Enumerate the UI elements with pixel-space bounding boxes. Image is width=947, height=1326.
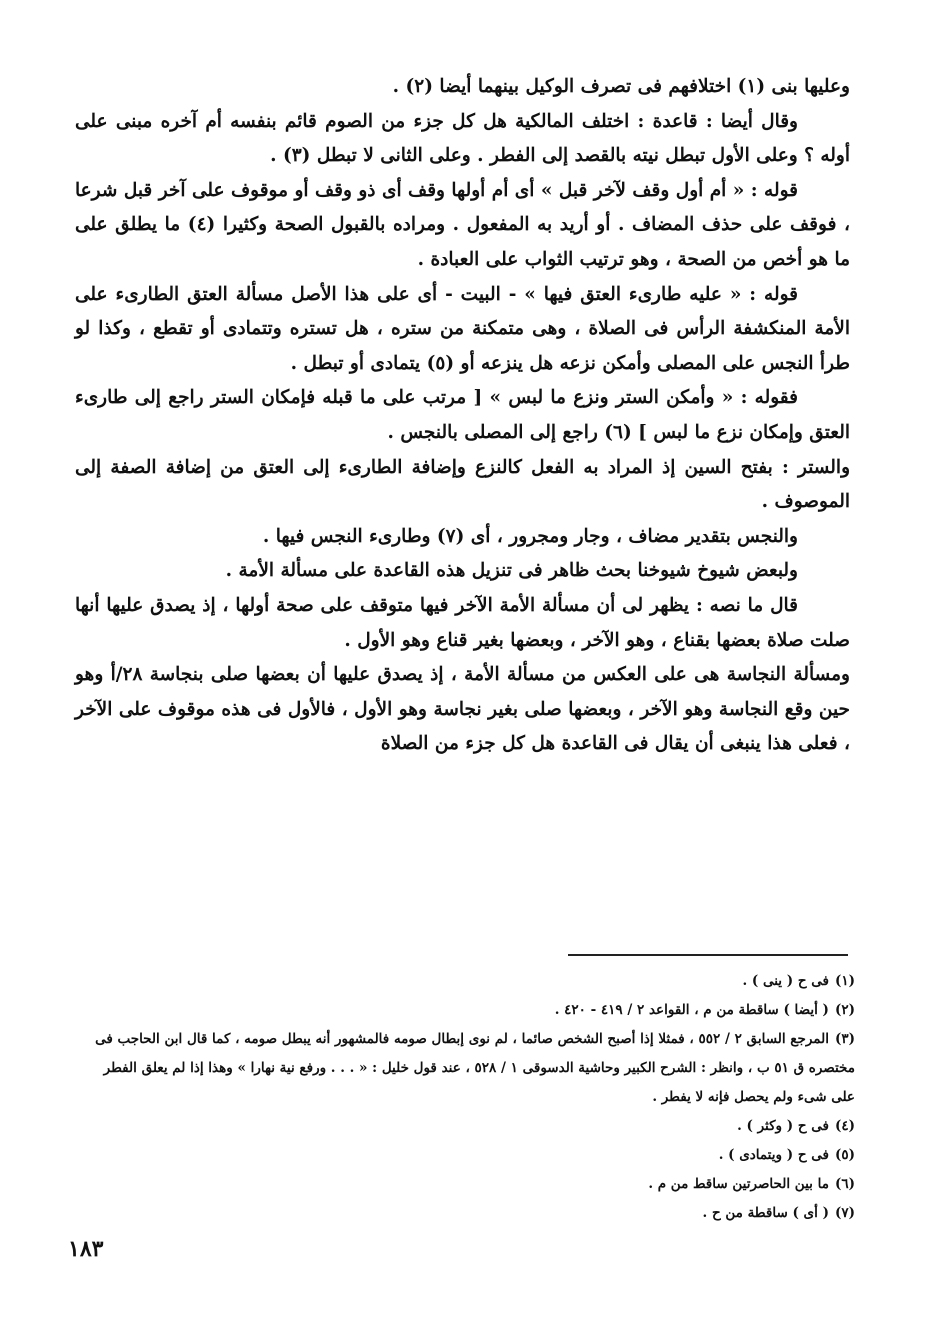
footnote-number: (٦) xyxy=(834,1176,855,1192)
footnote-number: (١) xyxy=(834,973,855,989)
footnote-text: ( أيضا ) ساقطة من م ، القواعد ٢ / ٤١٩ - ٤٢٠ . xyxy=(554,1002,829,1018)
paragraph: وعليها بنى (١) اختلافهم فى تصرف الوكيل بينهما أيضا (٢) . xyxy=(392,76,850,97)
paragraph: فقوله : « وأمكن الستر ونزع ما لبس » [ مرتب على ما قبله فإمكان الستر راجع إلى طارىء العتق وإمكان نزع ما لبس ] (٦) راجع إلى المصلى بالنجس . xyxy=(75,387,850,443)
footnote-number: (٤) xyxy=(834,1118,855,1134)
footnote-number: (٥) xyxy=(834,1147,855,1163)
footnote xyxy=(95,967,855,996)
footnote xyxy=(95,1170,855,1199)
footnote-number: (٢) xyxy=(834,1002,855,1018)
paragraph: وقال أيضا : قاعدة : اختلف المالكية هل كل جزء من الصوم قائم بنفسه أم آخره مبنى على أوله ؟ وعلى الأول تبطل نيته بالقصد إلى الفطر . وعلى الثانى لا تبطل (٣) . xyxy=(75,110,850,167)
main-text xyxy=(75,70,850,762)
footnote-text: المرجع السابق ٢ / ٥٥٢ ، فمثلا إذا أصبح الشخص صائما ، لم نوى إبطال صومه فالمشهور أنه يبطل صومه ، كما قال ابن الحاجب فى مختصره ق ٥١ ب ، وانظر : الشرح الكبير وحاشية الدسوقى ١ / ٥٢٨ ، عند قول خليل : « . . . ورفع نية نهارا » وهذا إذا لم يعلق الفطر على شىء ولم يحصل فإنه لا يفطر . xyxy=(95,1031,855,1105)
paragraph: ولبعض شيوخ شيوخنا بحث ظاهر فى تنزيل هذه القاعدة على مسألة الأمة . xyxy=(225,560,798,582)
paragraph: قال ما نصه : يظهر لى أن مسألة الأمة الآخر فيها متوقف على صحة أولها ، إذ يصدق عليها أنها صلت صلاة بعضها بقناع ، وهو الآخر ، وبعضها بغير قناع وهو الأول . xyxy=(75,594,850,651)
paragraph: ومسألة النجاسة هى على العكس من مسألة الأمة ، إذ يصدق عليها أن بعضها صلى بنجاسة ٢٨/أ وهو حين وقع النجاسة وهو الآخر ، وبعضها صلى بغير نجاسة وهو الأول ، فالأول فى هذه موقوف على الآخر ، فعلى هذا ينبغى أن يقال فى القاعدة هل كل جزء من الصلاة xyxy=(75,664,850,755)
page-number: ١٨٣ xyxy=(68,1236,104,1262)
footnote xyxy=(95,996,855,1025)
paragraph: والستر : بفتح السين إذ المراد به الفعل كالنزع وإضافة الطارىء إلى العتق من إضافة الصفة إلى الموصوف . xyxy=(75,456,850,513)
footnote-text: فى ح ( ينى ) . xyxy=(742,973,829,989)
footnote xyxy=(95,1025,855,1112)
footnote-text: فى ح ( وكثر ) . xyxy=(737,1118,829,1134)
footnote xyxy=(95,1112,855,1141)
footnote xyxy=(95,1199,855,1228)
footnote-text: ( أى ) ساقطة من ح . xyxy=(702,1205,829,1221)
footnote-separator xyxy=(568,954,848,956)
footnote-number: (٧) xyxy=(834,1205,855,1221)
footnote-text: ما بين الحاصرتين ساقط من م . xyxy=(648,1176,829,1192)
paragraph: قوله : « أم أول وقف لآخر قبل » أى أم أولها وقف أى ذو وقف أو موقوف على آخر قبل شرعا ، فوقف على حذف المضاف . أو أريد به المفعول . ومراده بالقبول الصحة وكثيرا (٤) ما يطلق على ما هو أخص من الصحة ، وهو ترتيب الثواب على العبادة . xyxy=(75,179,850,270)
footnote-number: (٣) xyxy=(834,1031,855,1047)
footnote-text: فى ح ( ويتمادى ) . xyxy=(718,1147,829,1163)
paragraph: والنجس بتقدير مضاف ، وجار ومجرور ، أى (٧) وطارىء النجس فيها . xyxy=(262,525,798,547)
footnote xyxy=(95,1141,855,1170)
paragraph: قوله : « عليه طارىء العتق فيها » - البيت - أى على هذا الأصل مسألة العتق الطارىء على الأمة المنكشفة الرأس فى الصلاة ، وهى متمكنة من ستره ، هل تستره وتتمادى أو تقطع ، وكذا لو طرأ النجس على المصلى وأمكن نزعه هل ينزعه أو (٥) يتمادى أو تبطل . xyxy=(75,283,850,374)
footnotes xyxy=(95,967,855,1228)
